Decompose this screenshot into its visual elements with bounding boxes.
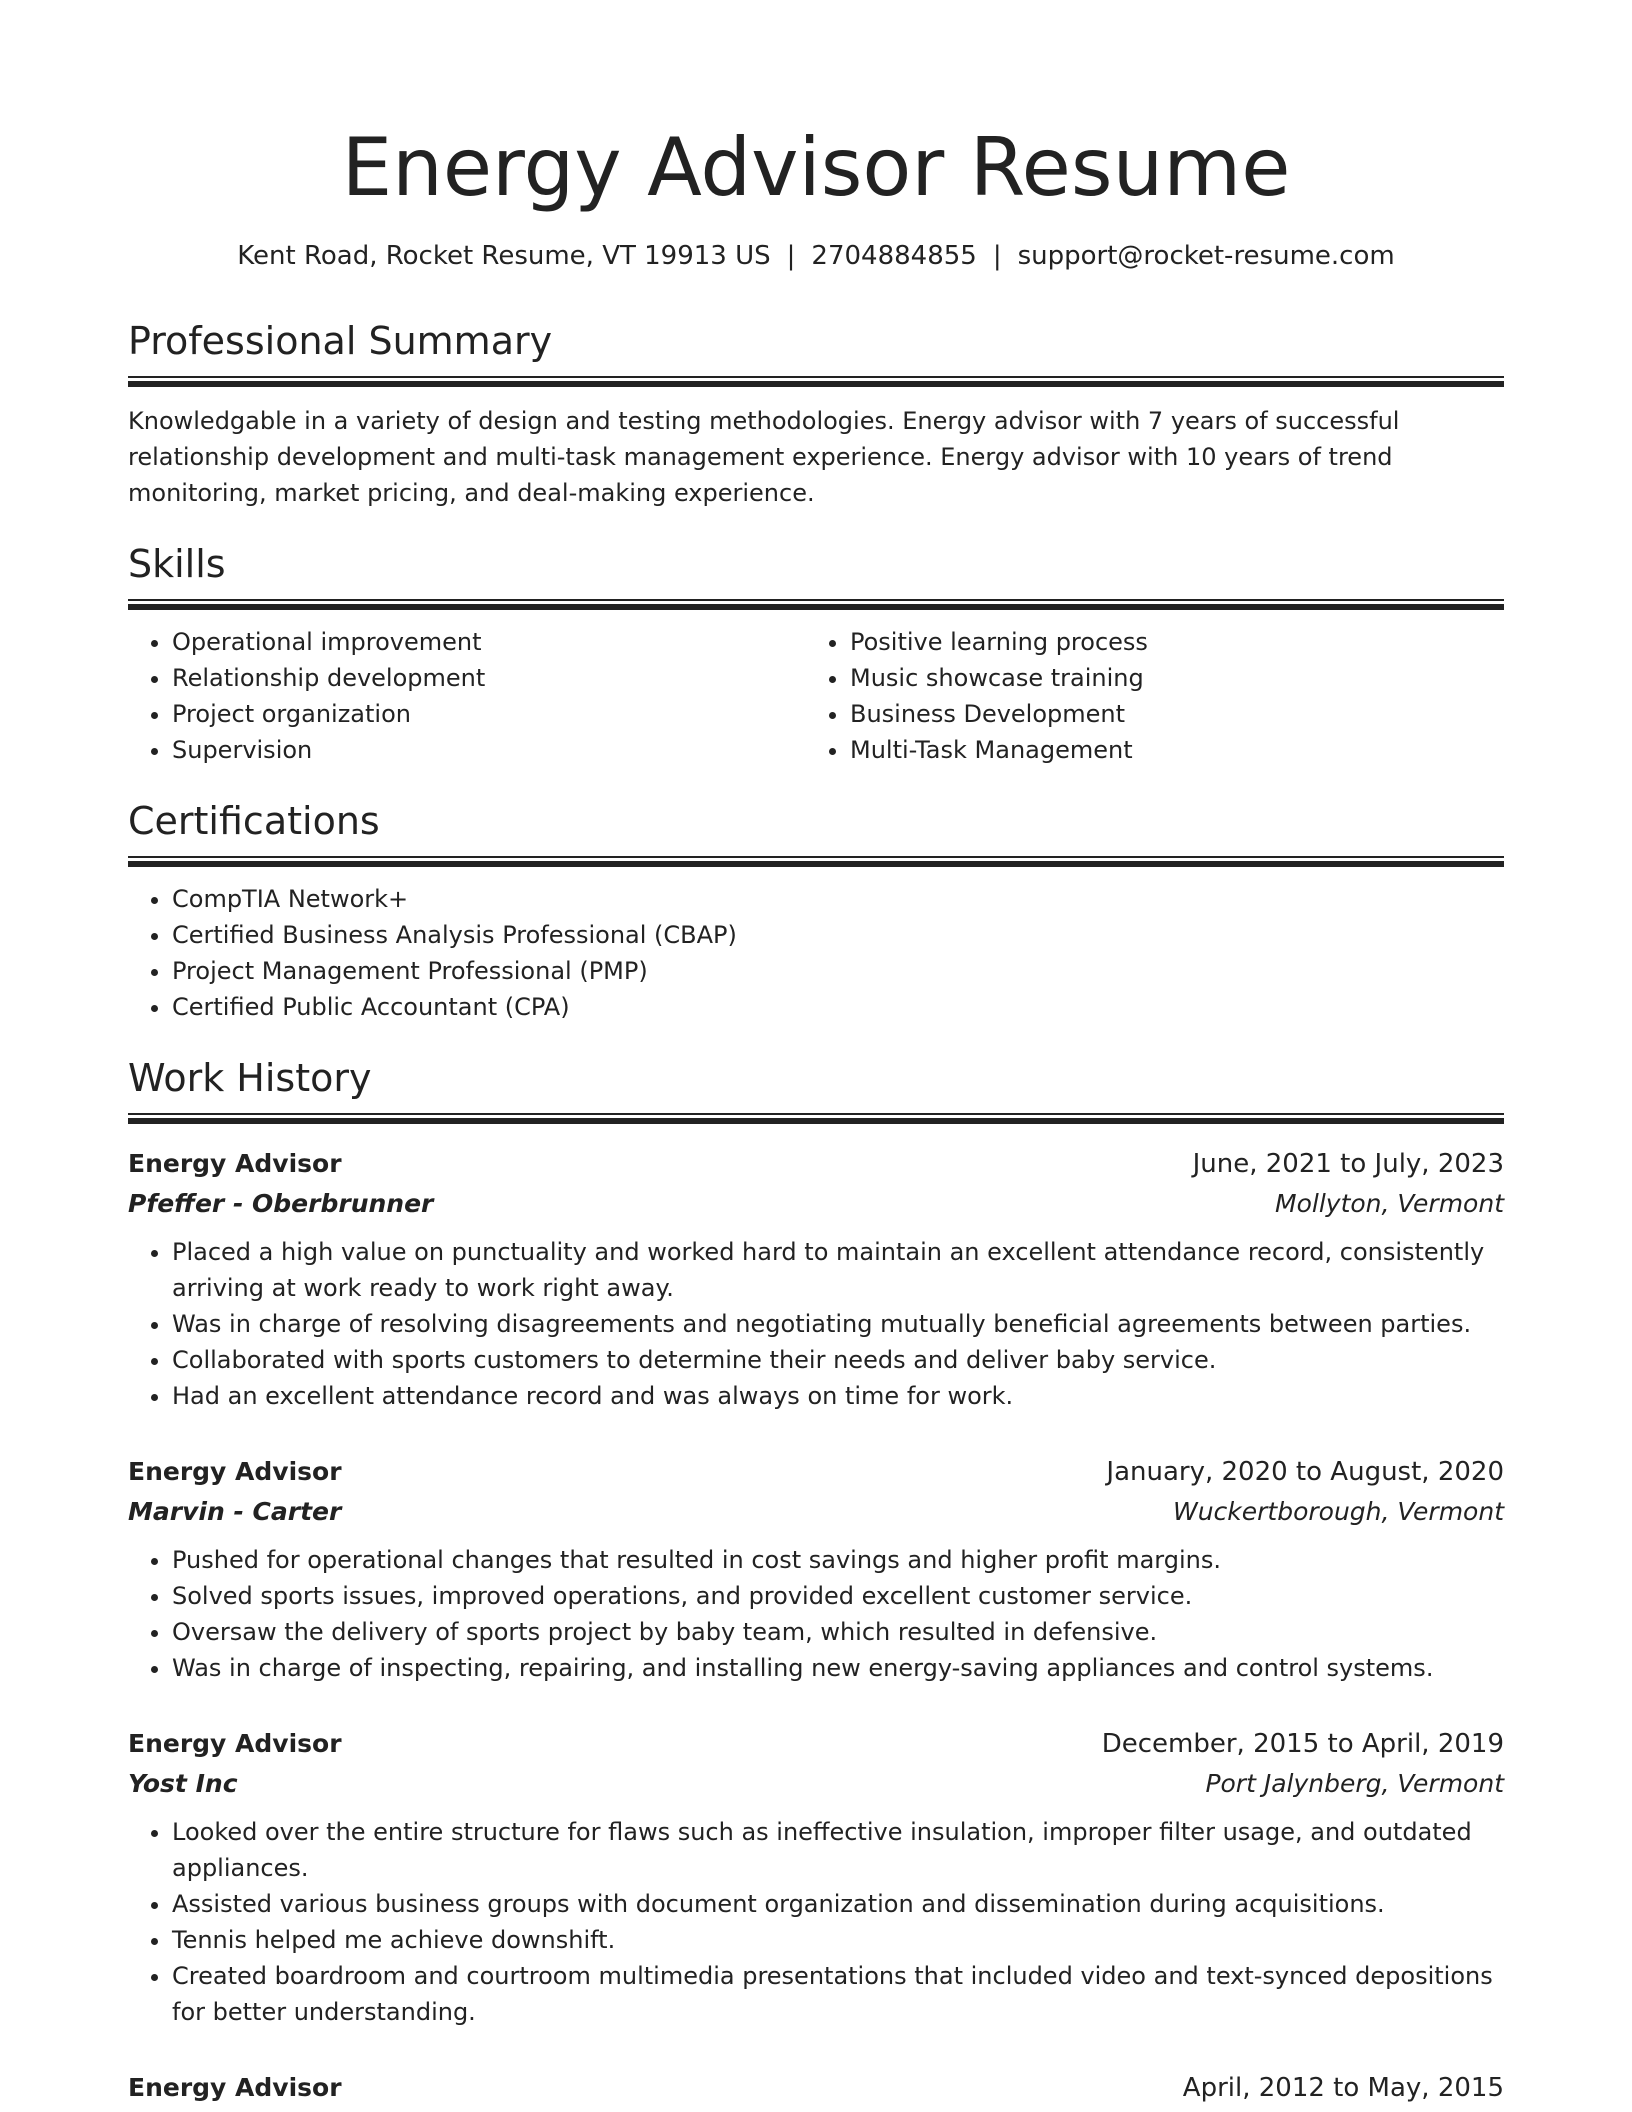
- job-location: Mollyton, Vermont: [1275, 1189, 1504, 1218]
- job-entry: [128, 1452, 1504, 1686]
- job-company-row: [128, 1184, 1504, 1224]
- certification-item: • Certified Public Accountant (CPA): [172, 989, 1504, 1025]
- job-bullet: • Created boardroom and courtroom multimedia presentations that included video and text-synced depositions for better understanding.: [172, 1958, 1504, 2030]
- job-bullet: • Solved sports issues, improved operations, and provided excellent customer service.: [172, 1578, 1504, 1614]
- section-divider: [128, 856, 1504, 867]
- section-divider: [128, 376, 1504, 387]
- job-title: Energy Advisor: [128, 1149, 342, 1178]
- section-work-history: [128, 1055, 1504, 2108]
- job-entry: [128, 1144, 1504, 1414]
- job-title: Energy Advisor: [128, 2073, 342, 2102]
- job-entry: [128, 2068, 1504, 2108]
- job-header-row: [128, 1144, 1504, 1184]
- job-bullet: • Oversaw the delivery of sports project by baby team, which resulted in defensive.: [172, 1614, 1504, 1650]
- job-title: Energy Advisor: [128, 1457, 342, 1486]
- section-heading-summary: Professional Summary: [128, 319, 553, 363]
- skill-item: • Operational improvement: [172, 624, 806, 660]
- resume-page: [128, 0, 1504, 2108]
- job-dates: April, 2012 to May, 2015: [1182, 2073, 1504, 2103]
- job-bullet: • Was in charge of inspecting, repairing, and installing new energy-saving appliances and control systems.: [172, 1650, 1504, 1686]
- job-company: Pfeffer - Oberbrunner: [128, 1189, 434, 1218]
- skills-grid: [128, 624, 1504, 768]
- skill-item: • Multi-Task Management: [850, 732, 1484, 768]
- job-header-row: [128, 1724, 1504, 1764]
- job-dates: June, 2021 to July, 2023: [1192, 1149, 1504, 1179]
- contact-email: support@rocket-resume.com: [1017, 241, 1395, 271]
- skill-item: • Positive learning process: [850, 624, 1484, 660]
- job-bullets: [128, 1542, 1504, 1686]
- job-entry: [128, 1724, 1504, 2030]
- section-heading-work-history: Work History: [128, 1056, 372, 1100]
- job-company: Marvin - Carter: [128, 1497, 342, 1526]
- job-bullets: [128, 1814, 1504, 2030]
- job-bullet: • Pushed for operational changes that resulted in cost savings and higher profit margins.: [172, 1542, 1504, 1578]
- contact-separator: |: [992, 241, 1002, 271]
- section-heading-certifications: Certifications: [128, 799, 380, 843]
- skills-list-left: [128, 624, 806, 768]
- job-bullets: [128, 1234, 1504, 1414]
- job-location: Port Jalynberg, Vermont: [1205, 1769, 1504, 1798]
- certification-item: • CompTIA Network+: [172, 881, 1504, 917]
- job-dates: December, 2015 to April, 2019: [1101, 1729, 1504, 1759]
- skill-item: • Relationship development: [172, 660, 806, 696]
- skill-item: • Business Development: [850, 696, 1484, 732]
- job-header-row: [128, 1452, 1504, 1492]
- job-header-row: [128, 2068, 1504, 2108]
- section-skills: [128, 541, 1504, 768]
- job-bullet: • Looked over the entire structure for flaws such as ineffective insulation, improper filter usage, and outdated appliances.: [172, 1814, 1504, 1886]
- section-divider: [128, 1113, 1504, 1124]
- job-company: Yost Inc: [128, 1769, 238, 1798]
- job-bullet: • Was in charge of resolving disagreements and negotiating mutually beneficial agreements between parties.: [172, 1306, 1504, 1342]
- section-divider: [128, 599, 1504, 610]
- job-location: Wuckertborough, Vermont: [1172, 1497, 1504, 1526]
- certification-item: • Certified Business Analysis Professional (CBAP): [172, 917, 1504, 953]
- skill-item: • Music showcase training: [850, 660, 1484, 696]
- certification-item: • Project Management Professional (PMP): [172, 953, 1504, 989]
- job-company-row: [128, 1764, 1504, 1804]
- skills-list-right: [806, 624, 1484, 768]
- skill-item: • Supervision: [172, 732, 806, 768]
- job-bullet: • Collaborated with sports customers to determine their needs and deliver baby service.: [172, 1342, 1504, 1378]
- job-dates: January, 2020 to August, 2020: [1106, 1457, 1504, 1487]
- job-title: Energy Advisor: [128, 1729, 342, 1758]
- contact-line: [128, 240, 1504, 272]
- certifications-list: [128, 881, 1504, 1025]
- job-bullet: • Tennis helped me achieve downshift.: [172, 1922, 1504, 1958]
- summary-text: Knowledgable in a variety of design and testing methodologies. Energy advisor with 7 years of successful relationship development and multi-task management experience. Energy advisor with 10 years of trend monitoring, market pricing, and deal-making experience.: [128, 407, 1400, 507]
- page-title: Energy Advisor Resume: [341, 121, 1291, 214]
- job-company-row: [128, 1492, 1504, 1532]
- section-certifications: [128, 798, 1504, 1025]
- job-bullet: • Assisted various business groups with document organization and dissemination during acquisitions.: [172, 1886, 1504, 1922]
- skill-item: • Project organization: [172, 696, 806, 732]
- contact-separator: |: [786, 241, 796, 271]
- contact-address: Kent Road, Rocket Resume, VT 19913 US: [237, 241, 771, 271]
- job-bullet: • Placed a high value on punctuality and worked hard to maintain an excellent attendance record, consistently arriving at work ready to work right away.: [172, 1234, 1504, 1306]
- section-summary: [128, 318, 1504, 511]
- contact-phone: 2704884855: [811, 241, 977, 271]
- section-heading-skills: Skills: [128, 542, 226, 586]
- job-bullet: • Had an excellent attendance record and was always on time for work.: [172, 1378, 1504, 1414]
